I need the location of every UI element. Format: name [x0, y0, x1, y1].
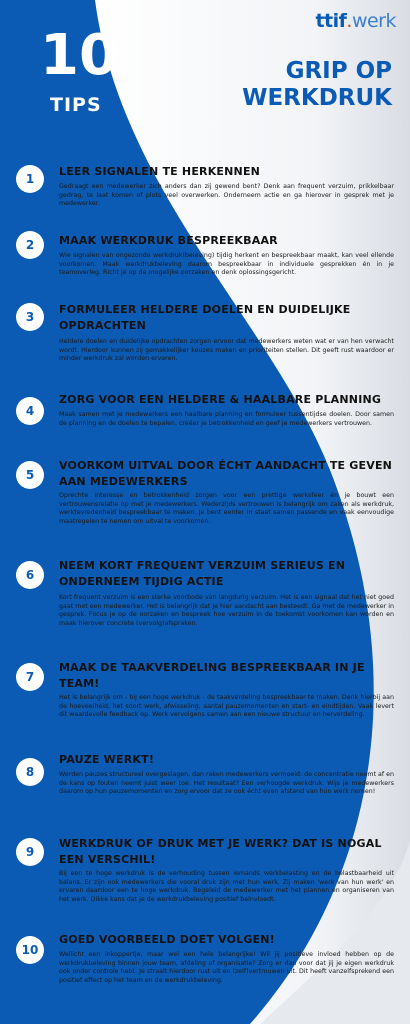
tip-number-badge: 8 [16, 758, 44, 786]
tip-body: Kort frequent verzuim is een sterke voorbode van langdurig verzuim. Het is een signaal dat het niet goed gaat met een medewerker. Het is belangrijk dat je hier aandacht aan besteedt. Ga met de medewerker in gesprek. Focus je op de oorzaken en bespreek hoe verzuim in de toekomst voorkomen kan worden en maak hierover concrete (vervolg)afspraken. [59, 594, 394, 627]
tip-heading: WERKDRUK OF DRUK MET JE WERK? DAT IS NOGAL EEN VERSCHIL! [59, 837, 382, 866]
tip-body: Wie signalen van ongezonde werkdruk(beleving) tijdig herkent en bespreekbaar maakt, kan veel ellende voorkomen. Maak werkdrukbeleving daarom bespreekbaar in individuele gesprekken én in je teamoverleg. Richt je op de mogelijke oorzaken en denk oplossingsgericht. [59, 252, 394, 277]
tip-heading: VOORKOM UITVAL DOOR ÉCHT AANDACHT TE GEVEN AAN MEDEWERKERS [59, 459, 393, 488]
page-title: GRIP OP WERKDRUK [242, 58, 392, 111]
tip-number-badge: 3 [16, 303, 44, 331]
tip-body: Wellicht een inkoppertje, maar wel een hele belangrijke! Wil jij positieve invloed hebben op de werkdrukbeleving binnen jouw team, afdeling of organisatie? Zorg er dan voor dat jij je eigen werkdruk ook onder controle hebt. Je straalt hierdoor rust uit en (zelf)vertrouwen uit. Dit heeft vanzelfsprekend een positief effect op het team en de werkdrukbeleving. [59, 951, 394, 984]
header-number: 10 [40, 23, 118, 88]
tip-heading: ZORG VOOR EEN HELDERE & HAALBARE PLANNING [59, 393, 382, 406]
tip-heading: FORMULEER HELDERE DOELEN EN DUIDELIJKE OPDRACHTEN [59, 303, 351, 332]
tip-body: Heldere doelen en duidelijke opdrachten zorgen ervoor dat medewerkers weten wat er van hen verwacht wordt. Hierdoor kunnen zij gemakkelijker keuzes maken en prioriteiten stellen. Dit geeft rust waardoor er minder werkdruk zal worden ervaren. [59, 338, 394, 363]
tip-number-badge: 9 [16, 838, 44, 866]
tip-number-badge: 5 [16, 461, 44, 489]
tip-heading: LEER SIGNALEN TE HERKENNEN [59, 165, 261, 178]
tip-body: Worden pauzes structureel overgeslagen, dan raken medewerkers vermoeid: de concentratie neemt af en de kans op fouten neemt juist weer toe. Het resultaat? Een verhoogde werkdruk. Wijs je medewerkers daarom op hun pauzemomenten en zorg ervoor dat ze ook écht even afstand van hun werk nemen! [59, 771, 394, 796]
tip-number-badge: 2 [16, 231, 44, 259]
tip-number-badge: 1 [16, 165, 44, 193]
tip-heading: MAAK WERKDRUK BESPREEKBAAR [59, 234, 278, 247]
ttif-werk-logo: ttif.werk [315, 10, 396, 32]
tip-body: Maak samen met je medewerkers een haalbare planning en formuleer tussentijdse doelen. Door samen de planning en de doelen te bepalen, creëer je betrokkenheid en geef je medewerkers vertrouwen. [59, 411, 394, 427]
tip-body: Het is belangrijk om - bij een hoge werkdruk - de taakverdeling bespreekbaar te maken. Denk hierbij aan de hoeveelheid, het soort werk, afwisseling, aantal pauzemomenten en start- en eindtijden. Vaak levert dit waardevolle feedback op. Werk vervolgens samen aan een nieuwe structuur en herverdeling. [59, 694, 394, 719]
tip-number-badge: 6 [16, 561, 44, 589]
tip-heading: NEEM KORT FREQUENT VERZUIM SERIEUS EN ONDERNEEM TIJDIG ACTIE [59, 559, 346, 588]
tip-body: Oprechte interesse en betrokkenheid zorgen voor een prettige werksfeer én je bouwt een vertrouwensrelatie op met je medewerkers. Wederzijds vertrouwen is belangrijk om zaken als werkdruk, werktevredenheid bespreekbaar te maken. Je bent eerder in staat samen passende en vaak eenvoudige maatregelen te nemen om uitval te voorkomen. [59, 492, 394, 525]
tip-heading: MAAK DE TAAKVERDELING BESPREEKBAAR IN JE TEAM! [59, 661, 365, 690]
tip-heading: PAUZE WERKT! [59, 753, 155, 766]
tips-label: TIPS [50, 94, 102, 116]
tip-heading: GOED VOORBEELD DOET VOLGEN! [59, 933, 275, 946]
tip-number-badge: 10 [16, 936, 44, 964]
tip-number-badge: 7 [16, 663, 44, 691]
tip-number-badge: 4 [16, 397, 44, 425]
tip-body: Bij een te hoge werkdruk is de verhouding tussen iemands werkbelasting en de belastbaarheid uit balans. Er zijn ook medewerkers die vooral druk zijn met hun werk. Zij maken 'werk van hun werk' en ervaren daardoor een te hoge werkdruk. Begeleid de medewerker met het plannen en organiseren van het werk. Dikke kans dat je de werkdrukbeleving positief beïnvloedt. [59, 870, 394, 903]
tip-body: Gedraagt een medewerker zich anders dan zij gewend bent? Denk aan frequent verzuim, prikkelbaar gedrag, te laat komen of plots veel overwerken. Onderneem actie en ga hierover in gesprek met je medewerker. [59, 183, 394, 208]
